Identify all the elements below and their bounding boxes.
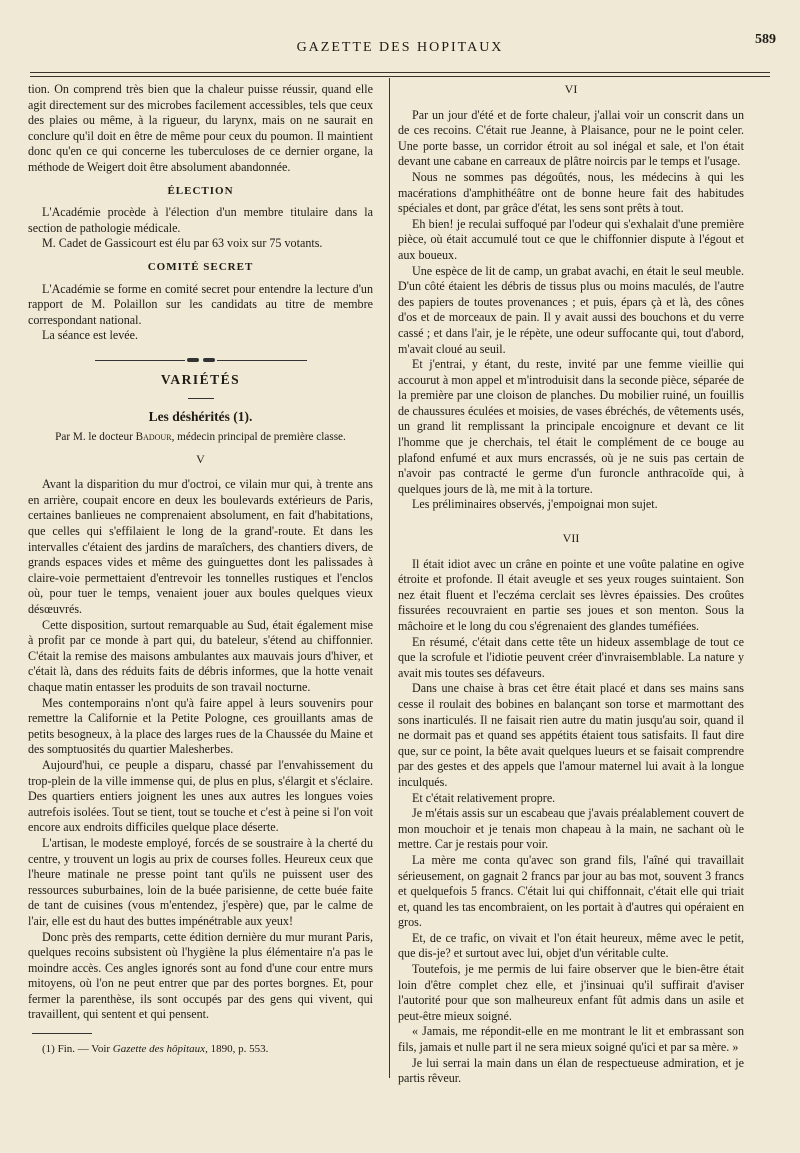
varietes-heading: VARIÉTÉS [160,371,241,387]
vii-paragraph: Toutefois, je me permis de lui faire observer que le bien-être était loin d'être complet chez elle, et j'insinuai qu'il suffirait d'aviser l'autorité pour que son malheureux enfant fût admis dans un asile et peut-être mieux soigné. [398,962,744,1023]
secret-paragraph-1: L'Académie se forme en comité secret pour entendre la lecture d'un rapport de M. Polaillon sur les candidats au titre de membre correspondant national. [28,281,373,327]
footnote-rule [32,1033,92,1034]
intro-paragraph: tion. On comprend très bien que la chaleur puisse réussir, quand elle agit directement sur des microbes facilement accessibles, tels que ceux des plaies ou même, à la rigueur, du larynx, mais on ne saurait en conclure qu'il doit en être de même pour ceux du poumon. Il maintient donc qu'en ce qui concerne les tuberculoses de ce dernier organe, la méthode de Weigert doit être absolument abandonnée. [28,82,373,174]
election-paragraph-1: L'Académie procède à l'élection d'un membre titulaire dans la section de pathologie médicale. [28,205,373,235]
page-header [24,30,776,56]
election-heading: ÉLECTION [167,184,234,197]
vi-paragraph: Eh bien! je reculai suffoqué par l'odeur qui s'exhalait d'une première pièce, où était accumulé tout ce que le chiffonnier dispute à l'égout et aux boueux. [398,216,744,262]
v-paragraph: L'artisan, le modeste employé, forcés de se soustraire à la cherté du centre, y trouvent un logis au prix de courses folles. Heureux ceux que l'heure matinale ne presse point tant qu'ils ne puissent user des ressources suburbaines, loin de la buée parisienne, de cette buée faite de tant de cuisines (vous m'entendez, j'espère) que, par le calme de l'air, elle est du haut des buttes impénétrable aux yeux! [28,835,373,928]
footnote-tail: , 1890, p. 553. [205,1043,269,1056]
header-rule [30,72,770,77]
section-vi-number: VI [564,82,578,96]
vii-paragraph: Dans une chaise à bras cet être était placé et dans ses mains sans cesse il roulait des bobines en balançant son torse et marmottant des sons inarticulés. Il ne faisait rien autre du matin jusqu'au soir, quand il ne dormait pas et quand ses appétits étaient tous satisfaits. Il faut dire que, sur ce point, la bête avait quelques lueurs et se faisait comprendre par des gestes et des appels que l'amour maternel lui avait à la longue inculqués. [398,681,744,789]
left-column [28,82,373,1058]
byline [28,430,373,446]
section-ornament [28,352,373,358]
v-paragraph: Donc près des remparts, cette édition dernière du mur murant Paris, quelques recoins subsistent où l'hygiène la plus élémentaire n'a pas le moindre accès. Ces angles ignorés sont au fond d'une cour entre murs mitoyens, où l'on ne peut entrer que par des portes borgnes. Et, pour fermer la parenthèse, ils sont occupés par des gens qui vivent, qui travaillent, qui sentent et qui pensent. [28,929,373,1022]
section-vii-number: VII [562,531,580,546]
vii-paragraph: La mère me conta qu'avec son grand fils, l'aîné qui travaillait sérieusement, on gagnait 2 francs par jour au bas mot, souvent 3 francs et quelquefois 5 francs. C'était lui qui chiffonnait, c'était elle qui triait et, quand les tas encombraient, on les portait à d'autres qui opéraient en gros. [398,852,744,930]
vii-paragraph: Et c'était relativement propre. [412,790,556,805]
short-rule [188,398,214,399]
footnote-journal-title: Gazette des hôpitaux [112,1043,206,1056]
vi-paragraph: Une espèce de lit de camp, un grabat avachi, en était le seul meuble. D'un côté étaient les débris de tissus plus ou moins maculés, de l'autre des papiers de toutes provenances ; et puis, épars çà et là, des cônes d'os et de morceaux de pain. Il y avait aussi des bouchons et du verre cassé ; et dans l'air, je le répète, une odeur suffocante qui, tout d'abord, m'avait cloué au seuil. [398,263,744,356]
secret-paragraph-2: La séance est levée. [42,328,139,343]
vii-paragraph: Il était idiot avec un crâne en pointe et une voûte palatine en ogive étroite et profonde. Il était aveugle et ses yeux rouges suintaient. Son nez était fluent et l'eczéma cerclait ses lèvres épaissies. Des croûtes fissurées recouvraient en partie ses joues et son menton. Sous la mâchoire et le long du cou s'égrenaient des glandes tuméfiées. [398,556,744,633]
v-paragraph: Mes contemporains n'ont qu'à faire appel à leurs souvenirs pour remettre la Californie et la Petite Pologne, ces grouillants amas de petits besogneux, à la place des larges rues de la Chaussée du Maine et des somptuosités du quartier Malesherbes. [28,695,373,757]
byline-prefix: Par M. le docteur [55,431,136,444]
page-number: 589 [755,32,776,47]
author-name: Badour [135,431,172,444]
election-paragraph-2: M. Cadet de Gassicourt est élu par 63 voix sur 75 votants. [42,236,323,251]
v-paragraph: Aujourd'hui, ce peuple a disparu, chassé par l'envahissement du trop-plein de la ville immense qui, de plus en plus, s'élargit et s'éclaire. Des quartiers entiers joignent les unes aux autres les longues voies autrefois isolées. Tout se tient, tout se touche et c'est à peine si l'on voit encore aux endroits difficiles quelque place déserte. [28,757,373,835]
vii-paragraph: Je lui serrai la main dans un élan de respectueuse admiration, et je partis rêveur. [398,1055,744,1086]
v-paragraph: Avant la disparition du mur d'octroi, ce vilain mur qui, à trente ans en arrière, coupait encore en deux les boulevards extérieurs de Paris, certaines banlieues ne comprenaient absolument, en fait d'habitations, que celles qui s'effilaient le long de la grand'-route. Et dans les intervalles c'étaient des jardins de maraîchers, des chantiers divers, de grands espaces vides et même des guinguettes dont les palissades à claire-voie permettaient d'entrevoir les tonnelles rustiques et l'enclos où, pour tuer le temps, venaient jouer aux boules quelques vieux désœuvrés. [28,477,373,617]
vii-paragraph: « Jamais, me répondit-elle en me montrant le lit et embrassant son fils, jamais et nulle part il ne sera mieux soigné qu'ici et par sa mère. » [398,1024,744,1055]
section-v-number: V [196,451,205,466]
secret-committee-heading: COMITÉ SECRET [147,260,254,273]
vi-paragraph: Les préliminaires observés, j'empoignai mon sujet. [412,497,658,512]
vii-paragraph: Et, de ce trafic, on vivait et l'on était heureux, même avec le petit, que dis-je? et surtout avec lui, objet d'un véritable culte. [398,930,744,961]
vi-paragraph: Nous ne sommes pas dégoûtés, nous, les médecins à qui les macérations d'amphithéâtre ont de bonne heure fait des habitudes spéciales et dont, par grâce d'état, les sens sont prêts à tout. [398,169,744,216]
byline-suffix: , médecin principal de première classe. [171,431,346,444]
right-column [398,82,744,1087]
column-divider [389,78,390,1078]
footnote-text: (1) Fin. — Voir [42,1043,113,1056]
journal-title: GAZETTE DES HOPITAUX [296,40,504,55]
v-paragraph: Cette disposition, surtout remarquable au Sud, était également mise à profit par ce monde à part qui, du bateleur, s'étend au chiffonnier. C'était la remise des maisons ambulantes aux mauvais jours d'hiver, et c'était là, dans des réduits faits de débris informes, que la hotte venait chaque matin entasser les produits de son travail nocturne. [28,617,373,694]
footnote [28,1042,373,1058]
vi-paragraph: Et j'entrai, y étant, du reste, invité par une femme vieillie qui accourut à mon appel et m'introduisit dans la seconde pièce, séparée de la première par une cloison de planches. Du mobilier ruiné, un fouillis de chaussures éculées et moisies, de vases ébréchés, de vêtements usés, un grand lit remplissant la principale encoignure et devant ce lit l'homme que je cherchais, tel était le complément de ce bouge au plafond enfumé et aux murs encrassés, où je ne suis pas certain de n'avoir pas contracté le germe d'un furoncle anthracoïde qui, à quelques jours de là, me mit à la torture. [398,357,744,496]
vii-paragraph: En résumé, c'était dans cette tête un hideux assemblage de tout ce que la scrofule et l'idiotie peuvent créer d'invraisemblable. La nature y avait mis toutes ses défaveurs. [398,634,744,680]
vii-paragraph: Je m'étais assis sur un escabeau que j'avais préalablement couvert de mon mouchoir et je tenais mon chapeau à la main, ne sachant où le mettre. Car je restais pour voir. [398,806,744,852]
article-title: Les déshérités (1). [148,408,253,424]
vi-paragraph: Par un jour d'été et de forte chaleur, j'allai voir un conscrit dans un de ces recoins. C'était rue Jeanne, à Plaisance, pour ne le point celer. Une porte basse, un corridor étroit au sol inégal et sale, et l'on était devant une cabane en carreaux de plâtre noircis par le temps et l'usage. [398,107,744,169]
